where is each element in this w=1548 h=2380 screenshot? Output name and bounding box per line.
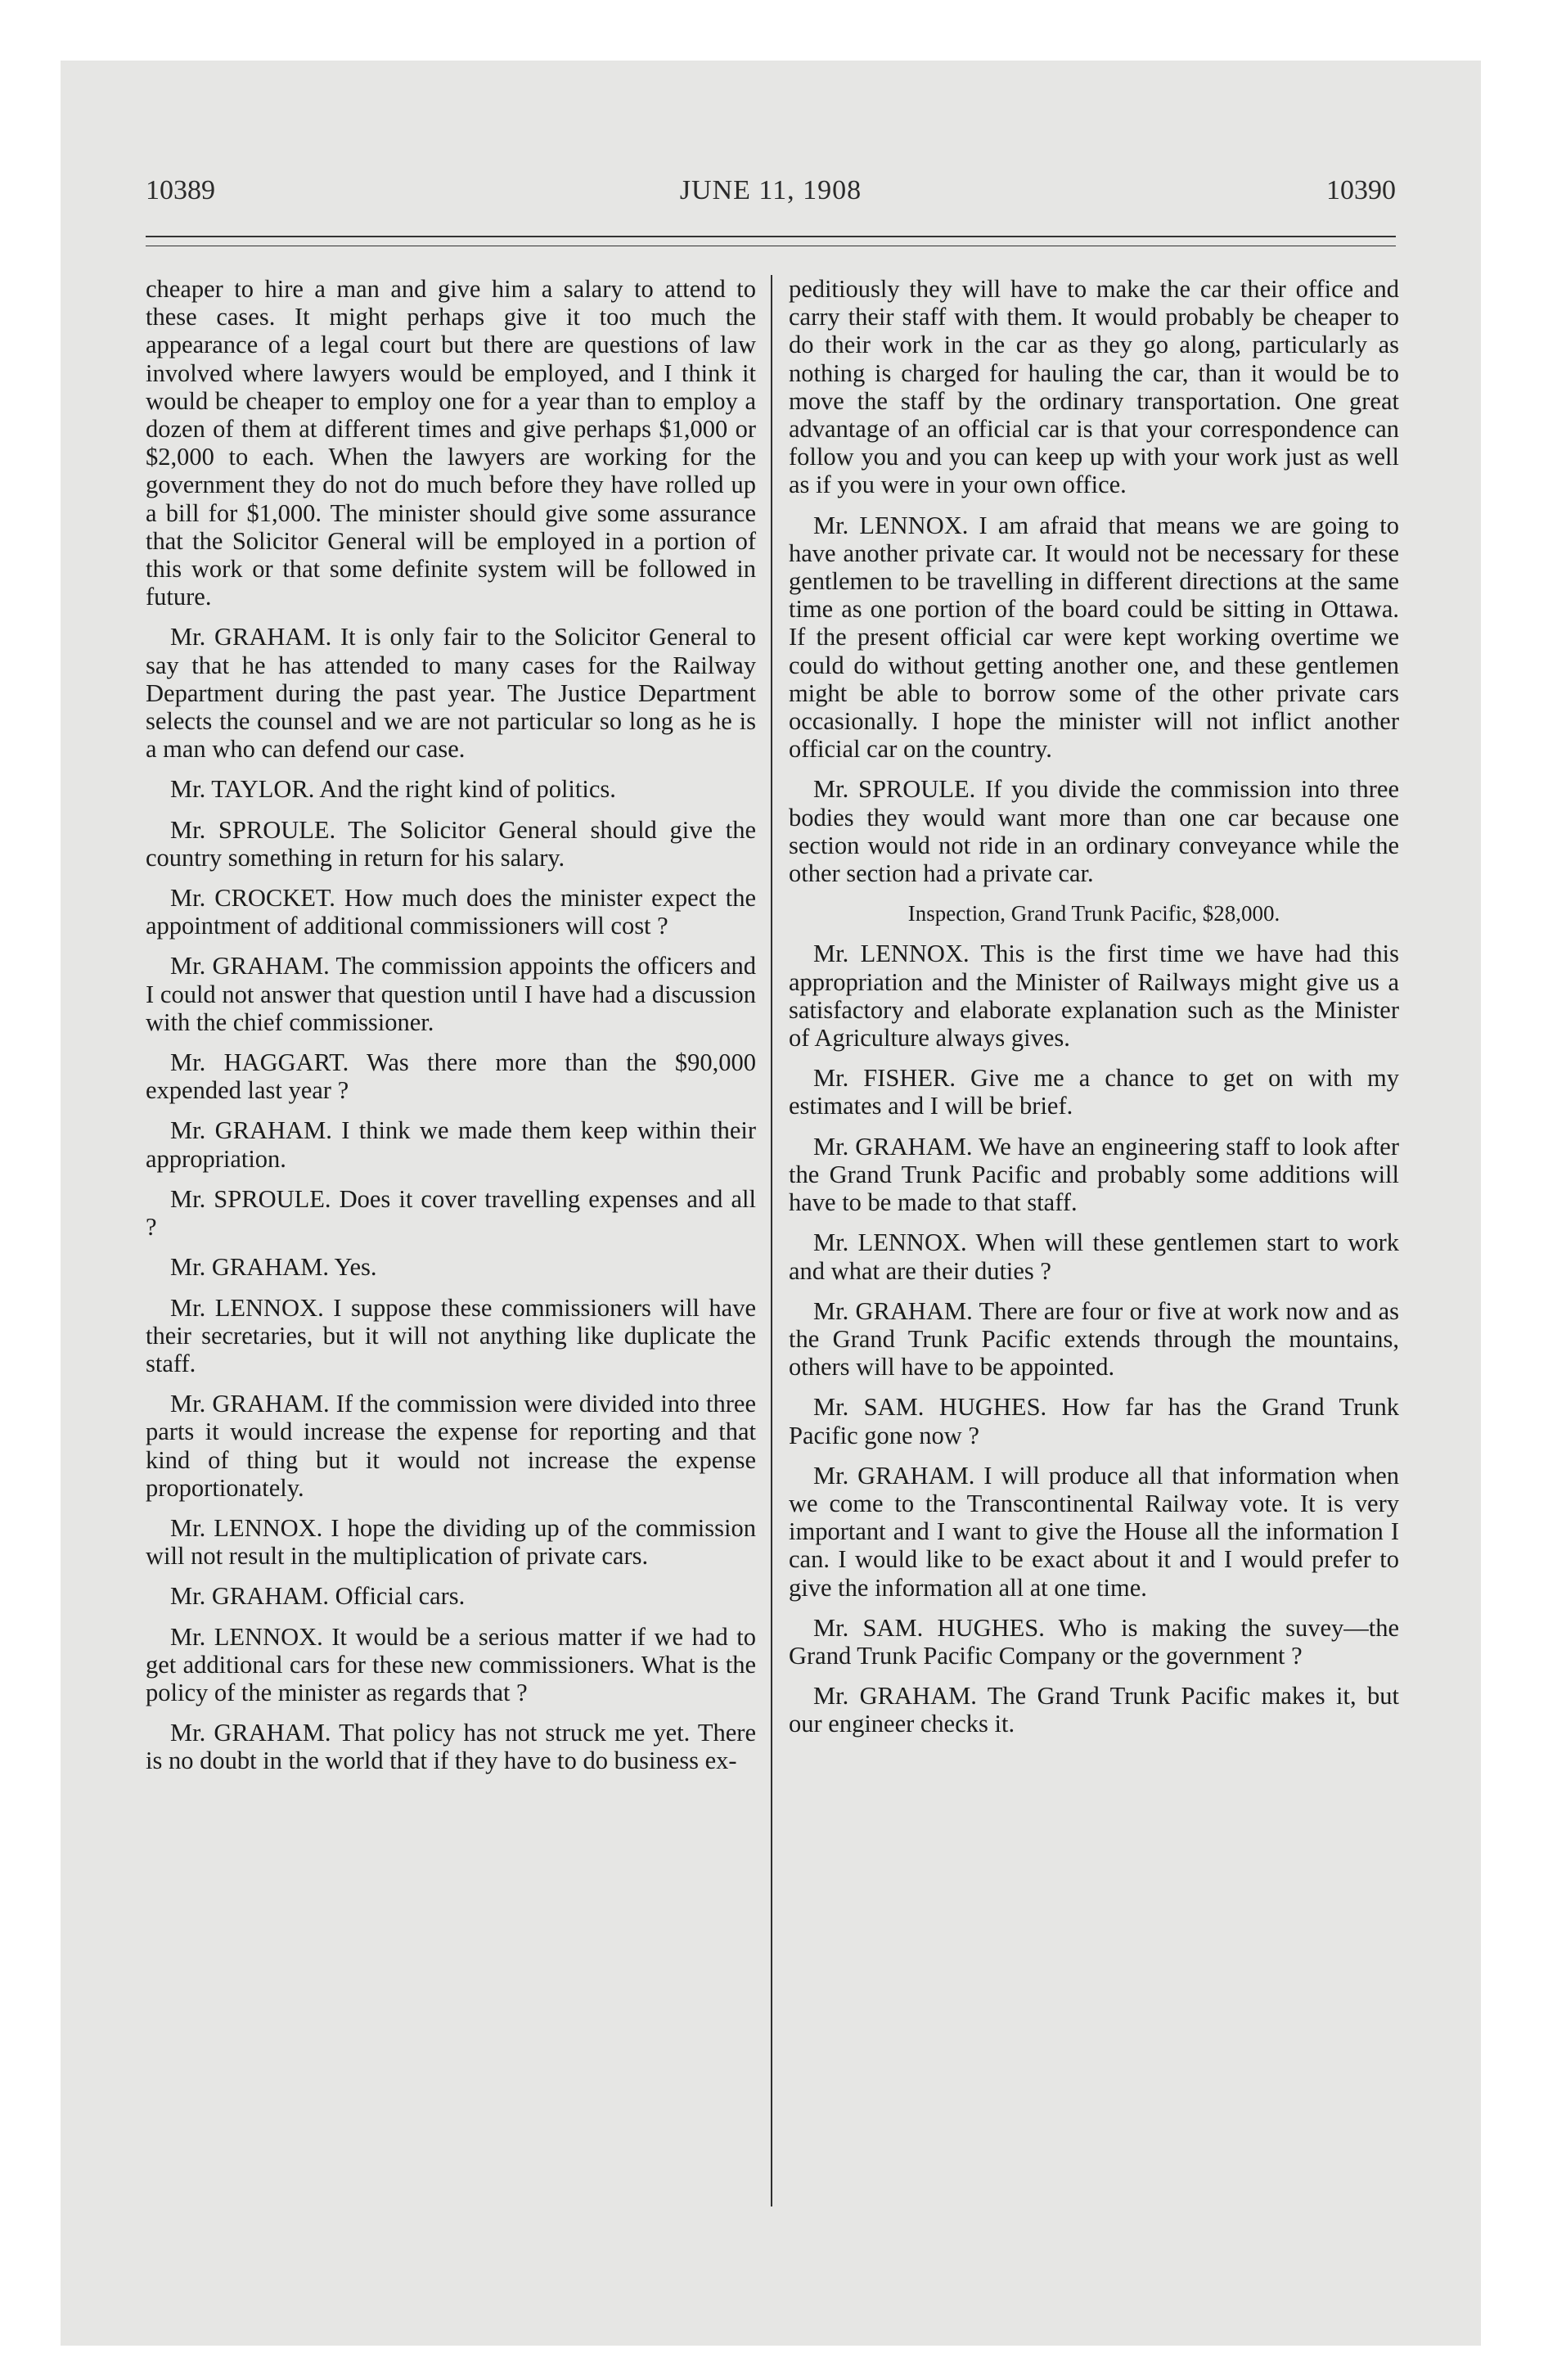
page-date: JUNE 11, 1908 xyxy=(679,175,862,205)
paragraph: Mr. SPROULE. If you divide the commission into three bodies they would want more than one car because one section would not ride in an ordinary conveyance while the other section had a private car. xyxy=(789,775,1399,888)
page-number-right: 10390 xyxy=(1326,175,1396,205)
paragraph: Mr. LENNOX. It would be a serious matter if we had to get additional cars for these new commissioners. What is the policy of the minister as regards that ? xyxy=(146,1622,756,1706)
paragraph: Mr. GRAHAM. I think we made them keep within their appropriation. xyxy=(146,1116,756,1173)
paragraph: Mr. LENNOX. I suppose these commissioners will have their secretaries, but it will not anything like duplicate the staff. xyxy=(146,1293,756,1377)
paragraph: Mr. FISHER. Give me a chance to get on with my estimates and I will be brief. xyxy=(789,1064,1399,1120)
paragraph: Mr. GRAHAM. There are four or five at work now and as the Grand Trunk Pacific extends through the mountains, others will have to be appointed. xyxy=(789,1296,1399,1382)
paragraph: Mr. GRAHAM. The commission appoints the officers and I could not answer that question until I have had a discussion with the chief commissioner. xyxy=(146,952,756,1036)
left-column xyxy=(146,275,756,1787)
paragraph: Mr. GRAHAM. If the commission were divided into three parts it would increase the expense for reporting and that kind of thing but it would not increase the expense proportionately. xyxy=(146,1390,756,1502)
scanned-page xyxy=(61,61,1481,2346)
paragraph: cheaper to hire a man and give him a salary to attend to these cases. It might perhaps give it too much the appearance of a legal court but there are questions of law involved where lawyers would be employed, and I think it would be cheaper to employ one for a year than to employ a dozen of them at different times and give perhaps $1,000 or $2,000 to each. When the lawyers are working for the government they do not do much before they have rolled up a bill for $1,000. The minister should give some assurance that the Solicitor General will be employed in a portion of this work or that some definite system will be followed in future. xyxy=(146,275,756,611)
paragraph: Mr. GRAHAM. We have an engineering staff to look after the Grand Trunk Pacific and probably some additions will have to be made to that staff. xyxy=(789,1132,1399,1217)
page-header xyxy=(146,175,1396,224)
paragraph: Mr. GRAHAM. It is only fair to the Solicitor General to say that he has attended to many cases for the Railway Department during the past year. The Justice Department selects the counsel and we are not particular so long as he is a man who can defend our case. xyxy=(146,623,756,764)
paragraph: Mr. GRAHAM. The Grand Trunk Pacific makes it, but our engineer checks it. xyxy=(789,1682,1399,1738)
paragraph: Mr. SAM. HUGHES. Who is making the suvey—the Grand Trunk Pacific Company or the government ? xyxy=(789,1613,1399,1670)
paragraph: Mr. GRAHAM. That policy has not struck me yet. There is no doubt in the world that if they have to do business ex- xyxy=(146,1719,756,1775)
paragraph: Mr. SPROULE. The Solicitor General should give the country something in return for his salary. xyxy=(146,815,756,872)
paragraph: Mr. LENNOX. This is the first time we have had this appropriation and the Minister of Railways might give us a satisfactory and elaborate explanation such as the Minister of Agriculture always gives. xyxy=(789,940,1399,1053)
paragraph: peditiously they will have to make the car their office and carry their staff with them. It would probably be cheaper to do their work in the car as they go along, particularly as nothing is charged for hauling the car, than it would be to move the staff by the ordinary transportation. One great advantage of an official car is that your correspondence can follow you and you can keep up with your work just as well as if you were in your own office. xyxy=(789,275,1399,499)
paragraph: Mr. LENNOX. I am afraid that means we are going to have another private car. It would not be necessary for these gentlemen to be travelling in different directions at the same time as one portion of the board could be sitting in Ottawa. If the present official car were kept working overtime we could do without getting another one, and these gentlemen might be able to borrow some of the other private cars occasionally. I hope the minister will not inflict another official car on the country. xyxy=(789,511,1399,764)
paragraph: Mr. GRAHAM. I will produce all that information when we come to the Transcontinental Railway vote. It is very important and I want to give the House all the information I can. I would like to be exact about it and I would prefer to give the information all at one time. xyxy=(789,1461,1399,1602)
paragraph: Mr. HAGGART. Was there more than the $90,000 expended last year ? xyxy=(146,1048,756,1105)
paper xyxy=(61,61,1481,2346)
right-column xyxy=(789,275,1399,1751)
paragraph: Mr. SAM. HUGHES. How far has the Grand Trunk Pacific gone now ? xyxy=(789,1393,1399,1449)
vote-item: Inspection, Grand Trunk Pacific, $28,000. xyxy=(907,901,1280,926)
paragraph: Mr. LENNOX. When will these gentlemen start to work and what are their duties ? xyxy=(789,1228,1399,1285)
header-rule xyxy=(146,236,1396,246)
column-divider xyxy=(771,275,772,2206)
paragraph: Mr. SPROULE. Does it cover travelling expenses and all ? xyxy=(146,1184,756,1242)
paragraph: Mr. TAYLOR. And the right kind of politics. xyxy=(170,775,616,804)
paragraph: Mr. CROCKET. How much does the minister expect the appointment of additional commissioners will cost ? xyxy=(146,884,756,940)
page-number-left: 10389 xyxy=(146,175,215,205)
paragraph: Mr. GRAHAM. Official cars. xyxy=(170,1582,466,1611)
paragraph: Mr. LENNOX. I hope the dividing up of the commission will not result in the multiplication of private cars. xyxy=(146,1513,756,1571)
paragraph: Mr. GRAHAM. Yes. xyxy=(170,1253,377,1282)
